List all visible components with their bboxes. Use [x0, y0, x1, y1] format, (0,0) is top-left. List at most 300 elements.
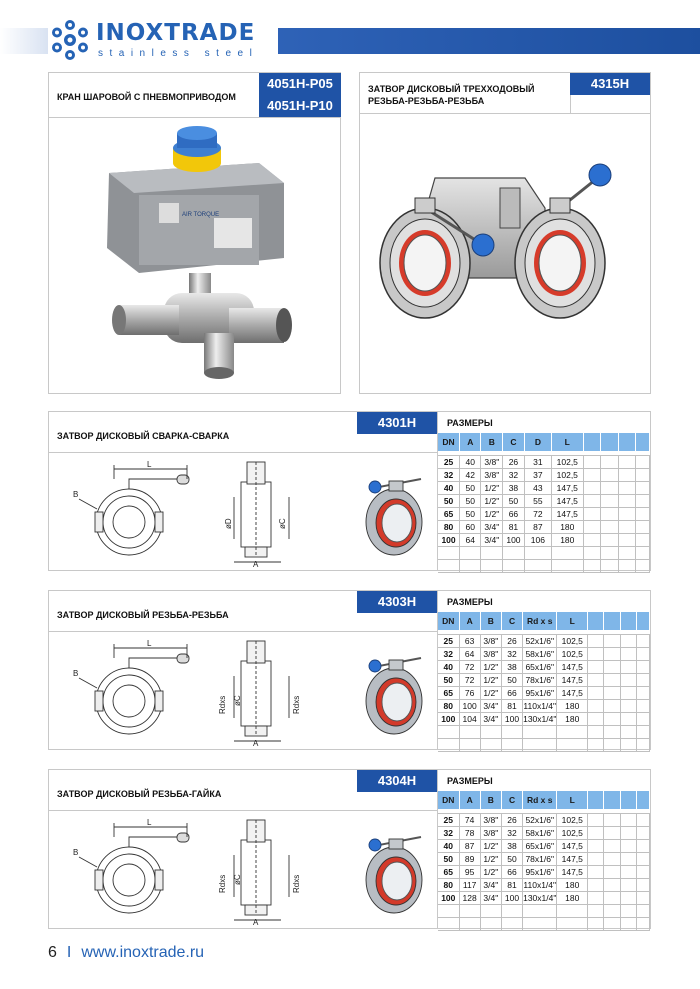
- table-cell: 100: [459, 699, 480, 712]
- table-cell: 26: [501, 634, 522, 647]
- table-cell: 117: [459, 878, 480, 891]
- table-row: [438, 712, 650, 725]
- table-cell: 102,5: [557, 826, 588, 839]
- table-cell-empty: [618, 520, 635, 533]
- table-row-empty: [438, 738, 650, 751]
- table-cell: 81: [501, 878, 522, 891]
- table-cell: 3/4": [481, 533, 503, 546]
- table-cell-empty: [620, 839, 636, 852]
- table-cell-empty: [635, 468, 649, 481]
- table-cell-empty: [600, 520, 618, 533]
- dim-label-rdxs-left: Rdxs: [218, 874, 227, 893]
- column-header: B: [480, 791, 501, 809]
- table-cell-empty: [460, 559, 481, 572]
- table-cell: 3/4": [480, 712, 501, 725]
- table-cell-empty: [635, 507, 649, 520]
- table-cell-empty: [583, 507, 600, 520]
- table-cell: 1/2": [480, 852, 501, 865]
- table-cell: 72: [459, 673, 480, 686]
- table-cell-empty: [618, 559, 635, 572]
- column-header: Rd x s: [523, 791, 557, 809]
- table-cell: 32: [438, 826, 459, 839]
- table-cell-empty: [600, 494, 618, 507]
- table-cell: 52x1/6": [523, 634, 557, 647]
- table-cell-empty: [604, 738, 621, 751]
- section-4301h: [48, 411, 651, 571]
- table-cell: 40: [438, 839, 459, 852]
- table-row: [438, 813, 650, 826]
- section-title: ЗАТВОР ДИСКОВЫЙ СВАРКА-СВАРКА: [57, 431, 230, 441]
- table-cell-empty: [604, 647, 621, 660]
- table-cell-empty: [588, 865, 604, 878]
- table-cell-empty: [618, 494, 635, 507]
- table-cell: 65x1/6": [523, 839, 557, 852]
- table-row: [438, 891, 650, 904]
- table-cell-empty: [583, 546, 600, 559]
- table-cell: 3/8": [481, 455, 503, 468]
- table-cell: 43: [524, 481, 551, 494]
- table-row: [438, 533, 650, 546]
- table-cell: 100: [438, 533, 460, 546]
- table-row: [438, 865, 650, 878]
- table-cell-empty: [438, 738, 459, 751]
- table-cell-empty: [459, 738, 480, 751]
- table-cell-empty: [524, 559, 551, 572]
- table-cell-empty: [636, 673, 649, 686]
- table-cell-empty: [636, 904, 649, 917]
- panel-title-line2: РЕЗЬБА-РЕЗЬБА-РЕЗЬБА: [368, 96, 485, 106]
- table-cell: 81: [501, 699, 522, 712]
- product-code: 4304H: [357, 770, 437, 792]
- table-cell-empty: [480, 904, 501, 917]
- column-header: B: [481, 433, 503, 451]
- table-cell-empty: [583, 455, 600, 468]
- table-cell-empty: [557, 904, 588, 917]
- table-cell: 66: [503, 507, 525, 520]
- table-cell-empty: [557, 917, 588, 930]
- table-cell: 55: [524, 494, 551, 507]
- table-cell-empty: [635, 520, 649, 533]
- dim-label-l: L: [147, 460, 152, 469]
- column-header: C: [503, 433, 525, 451]
- table-cell-empty: [588, 699, 604, 712]
- table-cell-empty: [523, 738, 557, 751]
- table-row: [438, 634, 650, 647]
- table-cell: 50: [460, 481, 481, 494]
- table-cell: 147,5: [552, 507, 583, 520]
- valve-technical-drawing: [59, 457, 434, 567]
- table-cell: 32: [438, 468, 460, 481]
- table-cell-empty: [480, 725, 501, 738]
- table-row: [438, 507, 650, 520]
- table-cell-empty: [552, 546, 583, 559]
- table-cell: 147,5: [552, 494, 583, 507]
- table-cell: 80: [438, 699, 459, 712]
- table-row: [438, 826, 650, 839]
- table-cell-empty: [635, 455, 649, 468]
- table-cell: 1/2": [480, 673, 501, 686]
- table-cell-empty: [588, 686, 604, 699]
- column-header: C: [501, 791, 522, 809]
- table-cell: 1/2": [480, 839, 501, 852]
- table-cell-empty: [600, 481, 618, 494]
- table-cell: 50: [501, 673, 522, 686]
- table-cell-empty: [552, 559, 583, 572]
- table-cell: 64: [459, 647, 480, 660]
- table-cell-empty: [600, 468, 618, 481]
- table-cell-empty: [503, 546, 525, 559]
- table-header-row: [438, 612, 650, 630]
- table-cell-empty: [583, 494, 600, 507]
- table-cell: 72: [524, 507, 551, 520]
- table-cell: 3/8": [480, 826, 501, 839]
- dim-label-b: B: [73, 669, 79, 678]
- table-cell-empty: [604, 839, 621, 852]
- table-cell-empty: [438, 546, 460, 559]
- table-cell: 3/8": [480, 813, 501, 826]
- table-cell-empty: [636, 634, 649, 647]
- table-cell-empty: [501, 904, 522, 917]
- table-cell-empty: [600, 546, 618, 559]
- column-header: A: [460, 433, 481, 451]
- table-cell-empty: [636, 865, 649, 878]
- table-cell-empty: [636, 686, 649, 699]
- table-cell-empty: [620, 917, 636, 930]
- table-cell-empty: [635, 559, 649, 572]
- dim-label-a: A: [253, 918, 259, 925]
- table-cell: 128: [459, 891, 480, 904]
- table-cell: 147,5: [557, 865, 588, 878]
- column-header: L: [552, 433, 583, 451]
- table-cell-empty: [583, 559, 600, 572]
- product-code: 4303H: [357, 591, 437, 613]
- column-header-empty: [604, 791, 621, 809]
- table-cell-empty: [600, 533, 618, 546]
- product-code: 4315H: [570, 73, 650, 95]
- table-cell: 147,5: [557, 660, 588, 673]
- table-cell: 38: [501, 660, 522, 673]
- dim-label-b: B: [73, 490, 79, 499]
- table-cell: 65: [438, 686, 459, 699]
- table-cell: 25: [438, 455, 460, 468]
- table-cell: 76: [459, 686, 480, 699]
- table-cell: 60: [460, 520, 481, 533]
- table-cell: 180: [557, 699, 588, 712]
- table-row: [438, 686, 650, 699]
- table-cell-empty: [503, 559, 525, 572]
- table-cell: 89: [459, 852, 480, 865]
- table-cell: 147,5: [557, 839, 588, 852]
- table-cell: 50: [503, 494, 525, 507]
- table-cell: 58x1/6": [523, 826, 557, 839]
- table-cell: 87: [459, 839, 480, 852]
- website-link[interactable]: www.inoxtrade.ru: [81, 944, 205, 961]
- table-cell-empty: [459, 917, 480, 930]
- table-cell-empty: [604, 826, 621, 839]
- table-cell: 100: [501, 712, 522, 725]
- table-cell: 1/2": [480, 660, 501, 673]
- brand-logo[interactable]: [48, 18, 278, 62]
- product-code: 4301H: [357, 412, 437, 434]
- table-cell: 32: [503, 468, 525, 481]
- table-row: [438, 699, 650, 712]
- table-cell: 26: [501, 813, 522, 826]
- table-cell: 50: [438, 673, 459, 686]
- table-cell: 180: [552, 533, 583, 546]
- table-cell: 37: [524, 468, 551, 481]
- table-cell: 180: [557, 891, 588, 904]
- column-header-empty: [618, 433, 635, 451]
- table-row: [438, 878, 650, 891]
- table-cell: 63: [459, 634, 480, 647]
- table-cell-empty: [460, 546, 481, 559]
- table-cell: 95x1/6": [523, 865, 557, 878]
- table-cell-empty: [501, 725, 522, 738]
- valve-technical-drawing: [59, 636, 434, 746]
- table-cell: 180: [552, 520, 583, 533]
- table-cell-empty: [523, 725, 557, 738]
- column-header-empty: [620, 791, 636, 809]
- table-cell-empty: [481, 546, 503, 559]
- table-cell-empty: [604, 891, 621, 904]
- table-cell-empty: [618, 481, 635, 494]
- column-header: L: [557, 791, 588, 809]
- table-cell: 65: [438, 507, 460, 520]
- table-cell: 3/8": [481, 468, 503, 481]
- table-cell-empty: [588, 813, 604, 826]
- dim-label-l: L: [147, 818, 152, 827]
- table-cell-empty: [459, 725, 480, 738]
- dimensions-label: РАЗМЕРЫ: [447, 776, 493, 786]
- table-cell: 32: [501, 647, 522, 660]
- table-cell-empty: [583, 533, 600, 546]
- table-cell-empty: [636, 725, 649, 738]
- table-cell: 32: [501, 826, 522, 839]
- panel-three-way: [359, 72, 651, 394]
- table-cell: 58x1/6": [523, 647, 557, 660]
- table-cell-empty: [523, 917, 557, 930]
- table-cell-empty: [588, 738, 604, 751]
- table-cell: 78: [459, 826, 480, 839]
- table-cell: 80: [438, 520, 460, 533]
- table-cell-empty: [635, 494, 649, 507]
- table-cell-empty: [635, 533, 649, 546]
- table-cell-empty: [583, 481, 600, 494]
- table-row: [438, 839, 650, 852]
- table-cell: 78x1/6": [523, 852, 557, 865]
- table-cell-empty: [604, 878, 621, 891]
- table-cell-empty: [438, 559, 460, 572]
- table-row: [438, 660, 650, 673]
- section-title: ЗАТВОР ДИСКОВЫЙ РЕЗЬБА-ГАЙКА: [57, 789, 222, 799]
- footer-separator: I: [66, 944, 72, 961]
- table-cell-empty: [618, 468, 635, 481]
- table-cell-empty: [604, 813, 621, 826]
- table-cell-empty: [588, 673, 604, 686]
- table-row-empty: [438, 559, 650, 572]
- table-cell: 3/8": [480, 634, 501, 647]
- product-code-p10: 4051H-P10: [259, 95, 341, 117]
- table-cell-empty: [604, 904, 621, 917]
- table-cell-empty: [636, 712, 649, 725]
- table-cell: 180: [557, 878, 588, 891]
- column-header: A: [459, 791, 480, 809]
- table-cell-empty: [588, 634, 604, 647]
- table-cell-empty: [636, 699, 649, 712]
- table-cell: 31: [524, 455, 551, 468]
- column-header: C: [501, 612, 522, 630]
- table-row-empty: [438, 917, 650, 930]
- table-cell: 147,5: [557, 686, 588, 699]
- table-cell: 3/4": [481, 520, 503, 533]
- table-cell: 147,5: [557, 673, 588, 686]
- column-header: A: [459, 612, 480, 630]
- table-cell: 110x1/4": [523, 879, 557, 890]
- dim-label-d: øD: [224, 518, 233, 529]
- table-cell-empty: [501, 917, 522, 930]
- table-cell: 95x1/6": [523, 686, 557, 699]
- table-cell-empty: [480, 917, 501, 930]
- dim-label-c: øC: [278, 518, 287, 529]
- table-cell: 130x1/4": [523, 713, 557, 724]
- table-cell-empty: [620, 647, 636, 660]
- table-cell: 81: [503, 520, 525, 533]
- table-cell: 65x1/6": [523, 660, 557, 673]
- table-cell: 1/2": [480, 865, 501, 878]
- column-header-empty: [588, 612, 604, 630]
- table-cell: 106: [524, 533, 551, 546]
- table-cell-empty: [583, 468, 600, 481]
- section-4304h: [48, 769, 651, 929]
- brand-tagline: stainless steel: [98, 48, 259, 59]
- table-cell-empty: [588, 826, 604, 839]
- table-cell-empty: [588, 891, 604, 904]
- ball-valve-actuator-photo: [79, 123, 319, 383]
- table-cell-empty: [438, 725, 459, 738]
- table-cell-empty: [588, 878, 604, 891]
- table-row: [438, 481, 650, 494]
- table-cell: 50: [438, 494, 460, 507]
- table-cell: 50: [501, 852, 522, 865]
- table-row: [438, 520, 650, 533]
- table-cell-empty: [636, 852, 649, 865]
- table-cell: 102,5: [552, 455, 583, 468]
- column-header-empty: [620, 612, 636, 630]
- column-header: B: [480, 612, 501, 630]
- table-cell: 32: [438, 647, 459, 660]
- table-cell-empty: [604, 917, 621, 930]
- table-cell-empty: [620, 634, 636, 647]
- table-cell-empty: [524, 546, 551, 559]
- table-cell-empty: [636, 647, 649, 660]
- table-cell: 95: [459, 865, 480, 878]
- table-cell-empty: [618, 455, 635, 468]
- three-way-valve-drawing: [375, 158, 640, 348]
- table-cell-empty: [618, 533, 635, 546]
- valve-technical-drawing: [59, 815, 434, 925]
- page-number: 6: [48, 944, 57, 961]
- dimensions-label: РАЗМЕРЫ: [447, 597, 493, 607]
- table-cell-empty: [588, 647, 604, 660]
- actuator-brand-label: AIR TORQUE: [182, 212, 220, 218]
- table-cell-empty: [620, 673, 636, 686]
- column-header-empty: [636, 612, 649, 630]
- column-header-empty: [600, 433, 618, 451]
- table-cell-empty: [620, 813, 636, 826]
- table-cell: 102,5: [557, 813, 588, 826]
- table-cell: 66: [501, 686, 522, 699]
- table-cell: 100: [438, 712, 459, 725]
- table-cell-empty: [620, 904, 636, 917]
- table-cell-empty: [636, 738, 649, 751]
- table-cell: 25: [438, 634, 459, 647]
- table-cell-empty: [588, 904, 604, 917]
- table-cell: 102,5: [557, 647, 588, 660]
- table-cell-empty: [620, 712, 636, 725]
- table-cell: 42: [460, 468, 481, 481]
- table-cell: 50: [460, 507, 481, 520]
- table-row: [438, 455, 650, 468]
- table-cell: 3/4": [480, 891, 501, 904]
- table-cell-empty: [620, 865, 636, 878]
- table-row: [438, 647, 650, 660]
- table-cell-empty: [604, 712, 621, 725]
- table-cell-empty: [481, 559, 503, 572]
- table-cell-empty: [438, 904, 459, 917]
- table-cell: 38: [503, 481, 525, 494]
- table-cell: 147,5: [552, 481, 583, 494]
- table-cell: 38: [501, 839, 522, 852]
- table-cell-empty: [501, 738, 522, 751]
- panel-title-line1: ЗАТВОР ДИСКОВЫЙ ТРЕХХОДОВЫЙ: [368, 84, 535, 94]
- table-row: [438, 852, 650, 865]
- table-cell-empty: [588, 660, 604, 673]
- table-cell-empty: [636, 826, 649, 839]
- section-title: ЗАТВОР ДИСКОВЫЙ РЕЗЬБА-РЕЗЬБА: [57, 610, 229, 620]
- table-cell-empty: [604, 686, 621, 699]
- table-cell: 3/4": [480, 878, 501, 891]
- table-cell: 50: [438, 852, 459, 865]
- table-cell-empty: [588, 852, 604, 865]
- table-cell-empty: [583, 520, 600, 533]
- dim-label-rdxs-left: Rdxs: [218, 695, 227, 714]
- table-cell-empty: [588, 917, 604, 930]
- page-footer: [48, 944, 204, 962]
- table-cell-empty: [604, 673, 621, 686]
- column-header: DN: [438, 433, 460, 451]
- table-cell-empty: [604, 852, 621, 865]
- table-cell: 3/8": [480, 647, 501, 660]
- table-cell-empty: [600, 455, 618, 468]
- table-cell-empty: [557, 725, 588, 738]
- table-cell-empty: [620, 699, 636, 712]
- column-header: L: [557, 612, 588, 630]
- table-cell-empty: [620, 660, 636, 673]
- dim-label-c: øC: [233, 874, 242, 885]
- table-cell-empty: [588, 725, 604, 738]
- snowflake-logo-icon: [48, 18, 92, 62]
- table-cell-empty: [480, 738, 501, 751]
- table-cell: 100: [438, 891, 459, 904]
- dimensions-table: [438, 791, 650, 931]
- brand-name: INOXTRADE: [96, 20, 256, 46]
- table-cell-empty: [635, 546, 649, 559]
- table-cell-empty: [557, 738, 588, 751]
- table-cell: 50: [460, 494, 481, 507]
- table-cell: 1/2": [481, 507, 503, 520]
- column-header-empty: [583, 433, 600, 451]
- table-cell-empty: [618, 507, 635, 520]
